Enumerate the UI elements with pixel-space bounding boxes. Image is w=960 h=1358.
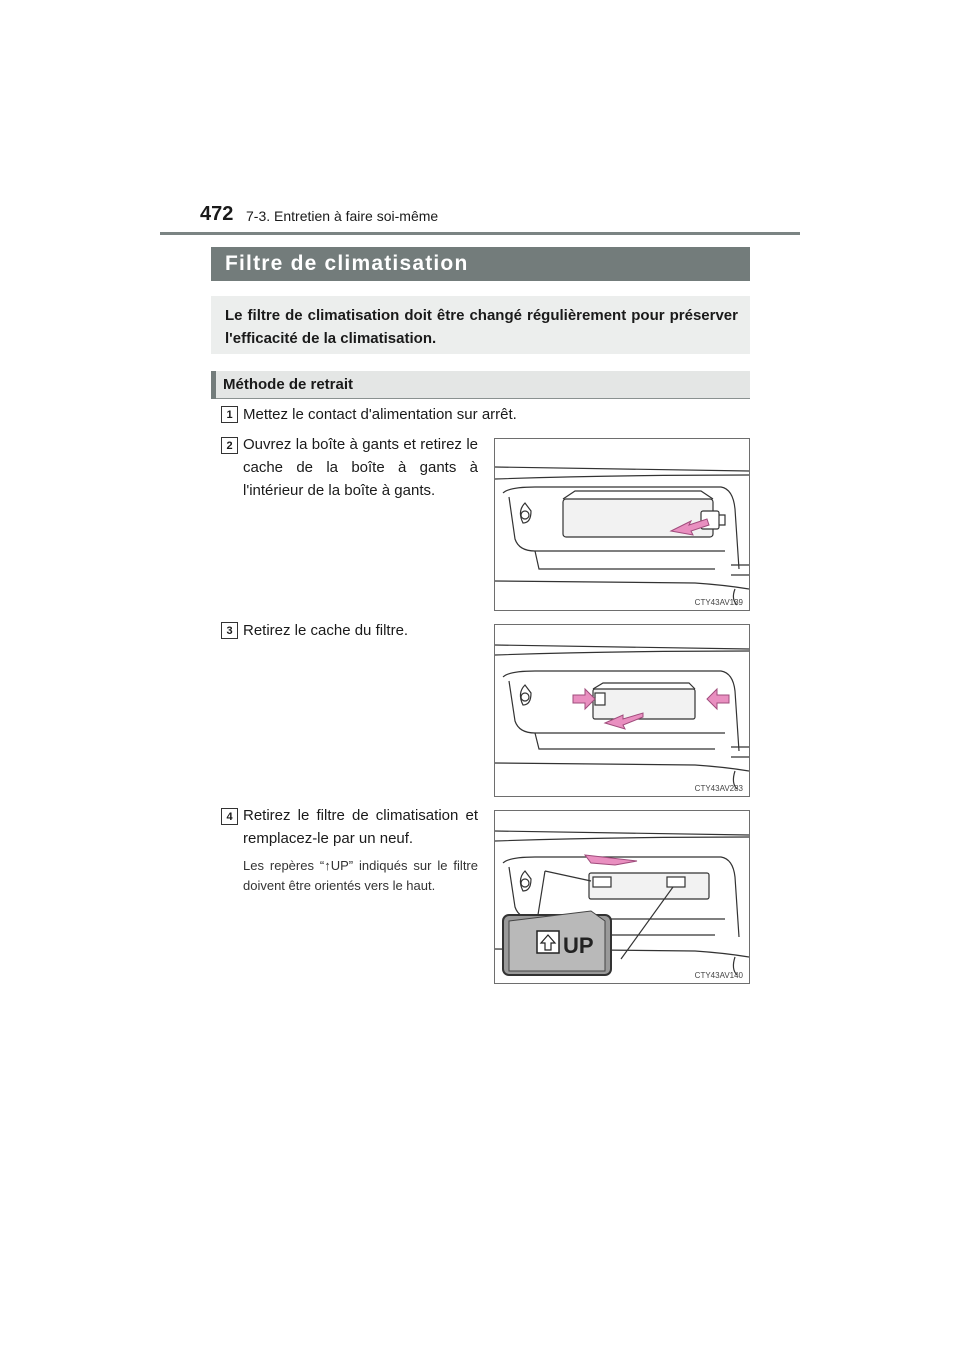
header-rule	[160, 232, 800, 235]
section-title-bar	[211, 247, 750, 281]
figure-filter-cover	[494, 624, 750, 797]
step-text-2: Ouvrez la boîte à gants et retirez le cache de la boîte à gants à l'intérieur de la boîte à gants.	[243, 436, 478, 499]
step-text-4: Retirez le filtre de climatisation et remplacez-le par un neuf.	[243, 807, 478, 847]
step-text-3: Retirez le cache du filtre.	[243, 622, 409, 639]
step-number-2: 2	[221, 437, 238, 454]
step-number-3: 3	[221, 622, 238, 639]
section-reference: 7-3. Entretien à faire soi-même	[246, 208, 439, 224]
subheading-bar	[211, 371, 750, 399]
subheading: Méthode de retrait	[223, 376, 354, 393]
step-note-4: Les repères “↑UP” indiqués sur le filtre doivent être orientés vers le haut.	[243, 858, 478, 893]
filter-replacement-illustration	[495, 811, 749, 983]
filter-cover-illustration	[495, 625, 749, 796]
step-number-1: 1	[221, 406, 238, 423]
intro-text: Le filtre de climatisation doit être changé régulièrement pour préserver l'efficacité de la climatisation.	[225, 307, 738, 347]
figure-code: CTY43AV140	[694, 971, 743, 980]
figure-glovebox-cover	[494, 438, 750, 611]
intro-box	[211, 296, 750, 354]
page-number: 472	[200, 203, 234, 225]
step-number-4: 4	[221, 808, 238, 825]
section-title: Filtre de climatisation	[225, 252, 469, 275]
figure-code: CTY43AV283	[694, 784, 743, 793]
figure-filter-replacement	[494, 810, 750, 984]
up-label: UP	[563, 933, 594, 958]
glovebox-cover-illustration	[495, 439, 749, 610]
figure-code: CTY43AV139	[694, 598, 743, 607]
step-text-1: Mettez le contact d'alimentation sur arrêt.	[243, 406, 517, 423]
